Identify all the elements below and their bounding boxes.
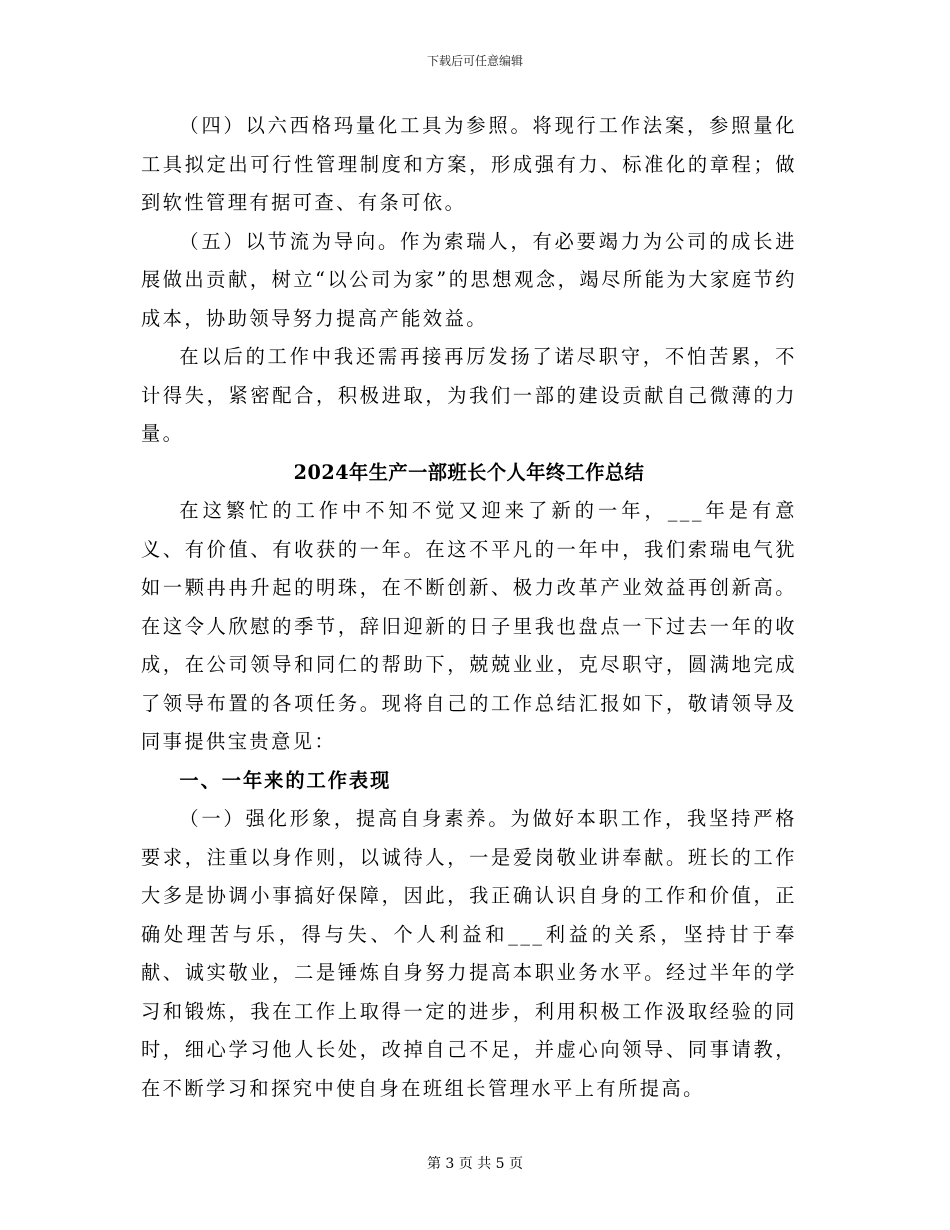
paragraph-4: （四）以六西格玛量化工具为参照。将现行工作法案，参照量化工具拟定出可行性管理制度和方案，形成强有力、标准化的章程；做到软性管理有据可查、有条可依。 [141, 114, 797, 214]
document-body [141, 107, 797, 1108]
paragraph-5: （五）以节流为导向。作为索瑞人，有必要竭力为公司的成长进展做出贡献，树立“以公司为家”的思想观念，竭尽所能为大家庭节约成本，协助领导努力提高产能效益。 [141, 229, 797, 330]
page-footer: 第 3 页 共 5 页 [426, 1156, 524, 1172]
paragraph-intro: 在这繁忙的工作中不知不觉又迎来了新的一年，___年是有意义、有价值、有收获的一年。在这不平凡的一年中，我们索瑞电气犹如一颗冉冉升起的明珠，在不断创新、极力改革产业效益再创新高。在这令人欣慰的季节，辞旧迎新的日子里我也盘点一下过去一年的收成，在公司领导和同仁的帮助下，兢兢业业，克尽职守，圆满地完成了领导布置的各项任务。现将自己的工作总结汇报如下，敬请领导及同事提供宝贵意见： [141, 499, 797, 753]
section-title: 2024年生产一部班长个人年终工作总结 [293, 460, 645, 484]
paragraph-item-1: （一）强化形象，提高自身素养。为做好本职工作，我坚持严格要求，注重以身作则，以诚待人，一是爱岗敬业讲奉献。班长的工作大多是协调小事搞好保障，因此，我正确认识自身的工作和价值，正确处理苦与乐，得与失、个人利益和___利益的关系，坚持甘于奉献、诚实敬业，二是锤炼自身努力提高本职业务水平。经过半年的学习和锻炼，我在工作上取得一定的进步，利用积极工作汲取经验的同时，细心学习他人长处，改掉自己不足，并虚心向领导、同事请教，在不断学习和探究中使自身在班组长管理水平上有所提高。 [141, 807, 797, 1100]
section-heading-1: 一、一年来的工作表现 [179, 768, 392, 792]
paragraph-closing: 在以后的工作中我还需再接再厉发扬了诺尽职守，不怕苦累，不计得失，紧密配合，积极进取，为我们一部的建设贡献自己微薄的力量。 [141, 345, 797, 445]
page-header: 下载后可任意编辑 [426, 54, 523, 68]
